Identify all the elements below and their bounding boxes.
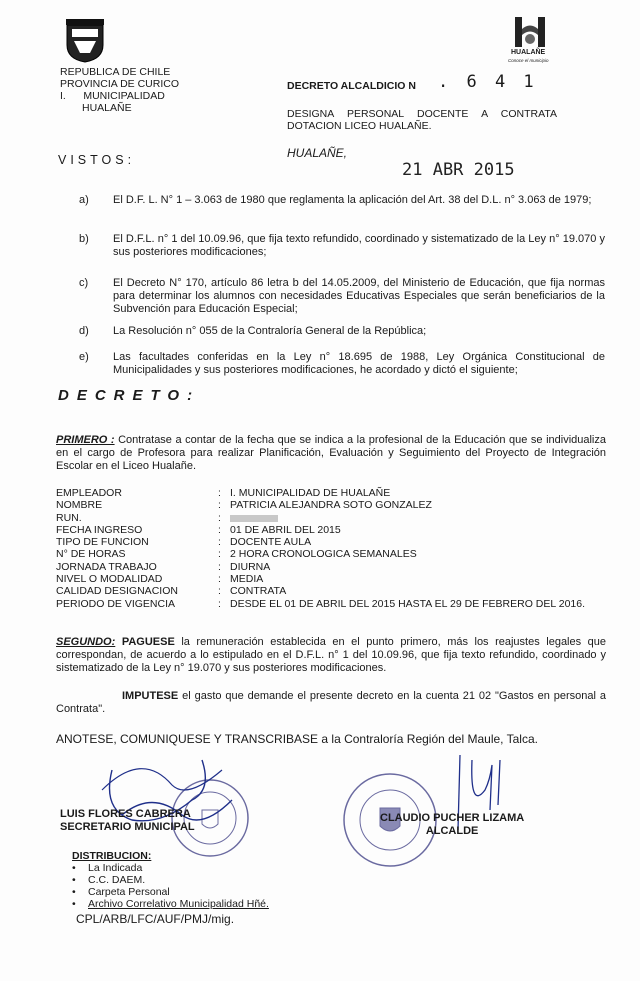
imputese-paragraph <box>56 690 606 716</box>
item-letter: b) <box>79 233 89 245</box>
table-value: DESDE EL 01 DE ABRIL DEL 2015 HASTA EL 29 DE FEBRERO DEL 2016. <box>230 597 586 610</box>
table-label: CALIDAD DESIGNACION <box>56 585 178 598</box>
primero-paragraph <box>56 434 606 473</box>
list-item: • Carpeta Personal <box>72 886 269 898</box>
table-label: N° DE HORAS <box>56 548 126 561</box>
item-text: El Decreto N° 170, artículo 86 letra b del 14.05.2009, del Ministerio de Educación, que fija normas para determinar los alumnos con necesidades Educativas Especiales que serán beneficiarios de la Subvención para Educación Especial; <box>113 277 605 315</box>
hualane-logo <box>512 16 548 48</box>
table-colons: : : : : : : : : : : <box>218 487 221 610</box>
segundo-lead: SEGUNDO: <box>56 636 116 648</box>
issuer-header <box>60 66 179 114</box>
table-label: PERIODO DE VIGENCIA <box>56 597 176 610</box>
imputese-text: el gasto que demande el presente decreto en la cuenta 21 02 "Gastos en personal a Contrata". <box>56 690 606 715</box>
table-label: NIVEL O MODALIDAD <box>56 573 163 586</box>
issuer-line: PROVINCIA DE CURICO <box>60 78 180 90</box>
item-text: Las facultades conferidas en la Ley n° 18.695 de 1988, Ley Orgánica Constitucional de Municipalidades y sus posteriores modificaciones, he acordado y dictó el siguiente; <box>113 351 605 376</box>
list-item: • C.C. DAEM. <box>72 874 269 886</box>
decree-number: . 6 4 1 <box>438 72 538 92</box>
segundo-paragraph <box>56 636 606 675</box>
item-letter: e) <box>79 351 89 363</box>
coat-of-arms-logo <box>64 17 106 63</box>
decree-subject: DESIGNA PERSONAL DOCENTE A CONTRATA DOTACION LICEO HUALAÑE. <box>287 108 557 132</box>
employee-table-labels <box>56 487 178 610</box>
signer-name: LUIS FLORES CABRERA <box>60 808 191 820</box>
table-value: CONTRATA <box>230 585 287 598</box>
reference-initials: CPL/ARB/LFC/AUF/PMJ/mig. <box>76 912 235 926</box>
table-label: JORNADA TRABAJO <box>56 560 157 573</box>
vistos-title: VISTOS: <box>58 153 136 167</box>
table-value: MEDIA <box>230 573 264 586</box>
distribution-list <box>72 862 269 910</box>
table-value: PATRICIA ALEJANDRA SOTO GONZALEZ <box>230 499 432 512</box>
list-item: • La Indicada <box>72 862 269 874</box>
primero-text: Contratase a contar de la fecha que se indica a la profesional de la Educación que se individualiza en el cargo de Profesora para realizar Planificación, Evaluación y Seguimiento del Proyecto de Integración Escolar en el Liceo Hualañe. <box>56 434 606 472</box>
date-stamp: 21 ABR 2015 <box>402 160 515 180</box>
place-label: HUALAÑE, <box>287 146 348 160</box>
table-label: NOMBRE <box>56 499 103 512</box>
employee-table-values <box>230 487 590 610</box>
item-text: El D.F. L. N° 1 – 3.063 de 1980 que reglamenta la aplicación del Art. 38 del D.L. n° 3.063 de 1979; <box>113 194 592 206</box>
imputese-bold: IMPUTESE <box>122 690 179 702</box>
decree-number-label: DECRETO ALCALDICIO N <box>287 80 416 92</box>
table-label: TIPO DE FUNCION <box>56 536 149 549</box>
item-text: El D.F.L. n° 1 del 10.09.96, que fija texto refundido, coordinado y sistematizado de la Ley n° 19.070 y sus posteriores modificaciones; <box>113 233 605 258</box>
table-value: 2 HORA CRONOLOGICA SEMANALES <box>230 548 417 561</box>
table-value: I. MUNICIPALIDAD DE HUALAÑE <box>230 487 391 499</box>
segundo-bold: PAGUESE <box>115 636 175 648</box>
signer-title: SECRETARIO MUNICIPAL <box>60 821 195 833</box>
segundo-text: la remuneración establecida en el punto primero, más los reajustes legales que correspondan, de acuerdo a lo estipulado en el D.F.L. n° 1 del 10.09.96, que fija texto refundido, coordinado y sistematizado de la Ley n° 19.070 y sus posteriores modificaciones. <box>56 636 607 674</box>
table-value: 01 DE ABRIL DEL 2015 <box>230 523 341 536</box>
issuer-line: I. MUNICIPALIDAD <box>60 90 165 102</box>
decreto-title: DECRETO: <box>58 387 201 404</box>
item-text: La Resolución n° 055 de la Contraloría General de la República; <box>113 325 427 337</box>
signer-title: ALCALDE <box>425 825 479 837</box>
item-letter: c) <box>79 277 89 289</box>
signature-right-block <box>380 812 524 838</box>
table-label: RUN. <box>56 511 82 524</box>
table-label: FECHA INGRESO <box>56 523 143 536</box>
item-letter: d) <box>79 325 89 337</box>
anotese-line: ANOTESE, COMUNIQUESE Y TRANSCRIBASE a la Contraloría Región del Maule, Talca. <box>56 732 538 746</box>
logo-right-subtext: Conoce el municipio <box>508 58 549 63</box>
table-value: DOCENTE AULA <box>230 536 312 549</box>
signer-name: CLAUDIO PUCHER LIZAMA <box>380 812 525 824</box>
signature-left-block <box>60 808 195 834</box>
table-label: EMPLEADOR <box>56 487 122 499</box>
table-value-redacted <box>230 512 590 524</box>
distribution-title: DISTRIBUCION: <box>72 850 152 862</box>
issuer-line: HUALAÑE <box>82 102 132 114</box>
logo-right-text: HUALAÑE <box>511 49 546 56</box>
item-letter: a) <box>79 194 89 206</box>
issuer-line: REPUBLICA DE CHILE <box>60 66 171 78</box>
table-value: DIURNA <box>230 560 271 573</box>
primero-lead: PRIMERO : <box>56 434 115 446</box>
list-item: • Archivo Correlativo Municipalidad Hñé. <box>72 898 269 910</box>
